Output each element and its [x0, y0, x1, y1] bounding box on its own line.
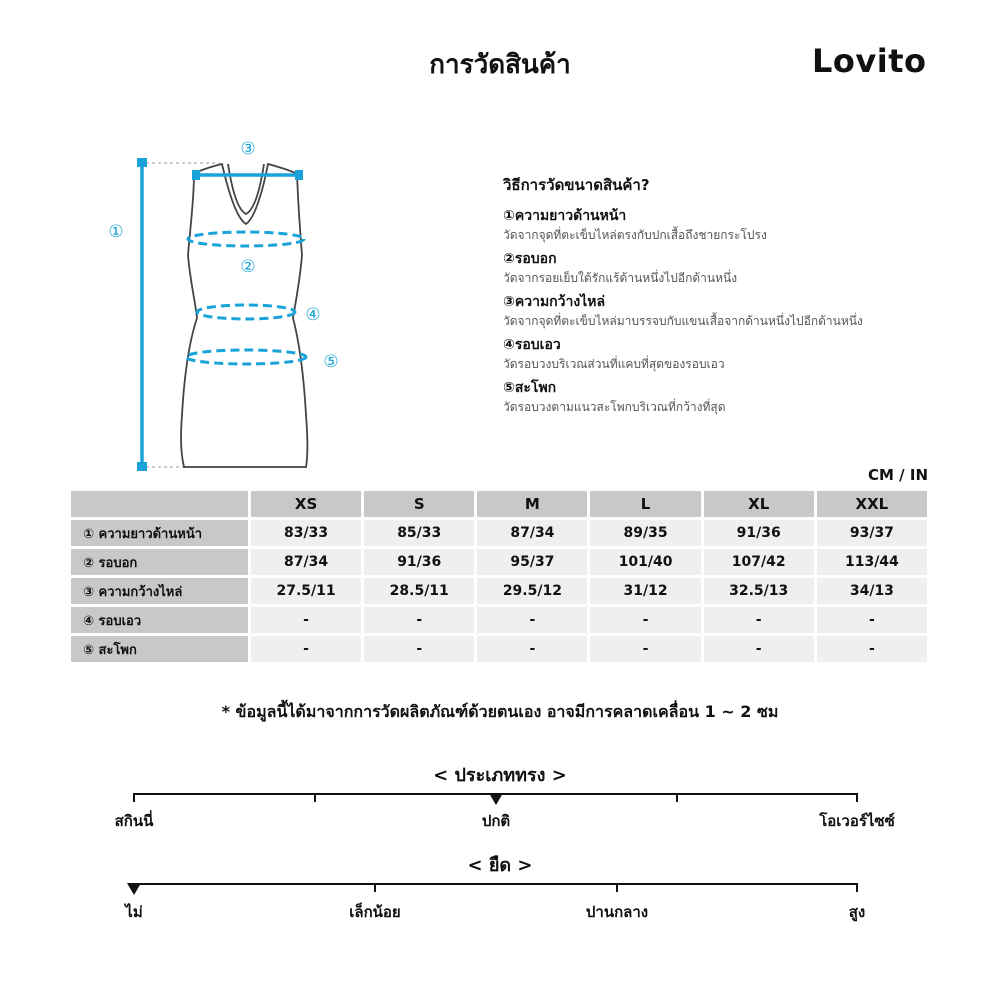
size-table — [68, 488, 930, 665]
bust-line — [188, 232, 304, 246]
table-cell: 27.5/11 — [251, 578, 361, 604]
marker-shoulder: ③ — [240, 139, 256, 159]
row-label: ⑤ สะโพก — [71, 636, 248, 662]
table-cell: - — [251, 607, 361, 633]
stretch-label-none: ไม่ — [125, 903, 143, 921]
table-cell: - — [817, 636, 927, 662]
marker-waist: ④ — [305, 305, 321, 325]
page-title: การวัดสินค้า — [429, 50, 571, 80]
size-header: L — [590, 491, 700, 517]
hip-line — [186, 350, 306, 364]
unit-label: CM / IN — [868, 466, 928, 484]
guide-name: รอบเอว — [514, 337, 561, 353]
brand-logo: Lovito — [812, 42, 927, 80]
guide-desc: วัดจากรอยเย็บใต้รักแร้ด้านหนึ่งไปอีกด้านหนึ่ง — [503, 271, 738, 285]
row-label: ① ความยาวด้านหน้า — [71, 520, 248, 546]
table-cell: 89/35 — [590, 520, 700, 546]
stretch-label-medium: ปานกลาง — [585, 903, 649, 921]
fit-selected-marker — [489, 793, 503, 805]
row-label: ④ รอบเอว — [71, 607, 248, 633]
table-cell: 29.5/12 — [477, 578, 587, 604]
table-cell: - — [477, 636, 587, 662]
table-cell: 83/33 — [251, 520, 361, 546]
size-header: XXL — [817, 491, 927, 517]
size-header: M — [477, 491, 587, 517]
size-header: XS — [251, 491, 361, 517]
guide-desc: วัดจากจุดที่ตะเข็บไหล่ตรงกับปกเสื้อถึงชายกระโปรง — [503, 228, 767, 242]
waist-line — [197, 305, 295, 319]
table-cell: 93/37 — [817, 520, 927, 546]
guide-item — [503, 207, 983, 244]
stretch-label-high: สูง — [848, 903, 866, 921]
guide-item — [503, 293, 983, 330]
table-cell: 91/36 — [704, 520, 814, 546]
table-header-row — [71, 491, 927, 517]
table-cell: - — [590, 607, 700, 633]
dress-diagram — [100, 130, 360, 479]
table-cell: 85/33 — [364, 520, 474, 546]
table-cell: 91/36 — [364, 549, 474, 575]
marker-bust: ② — [240, 257, 256, 277]
fit-label-regular: ปกติ — [481, 812, 511, 830]
guide-desc: วัดรอบวงตามแนวสะโพกบริเวณที่กว้างที่สุด — [503, 400, 726, 414]
table-row — [71, 520, 927, 546]
table-row — [71, 549, 927, 575]
guide-num: ① — [503, 208, 515, 224]
guide-num: ④ — [503, 337, 515, 353]
fit-label-oversize: โอเวอร์ไซซ์ — [819, 812, 895, 830]
table-cell: 113/44 — [817, 549, 927, 575]
dress-illustration — [100, 130, 360, 475]
table-cell: - — [704, 607, 814, 633]
table-cell: - — [817, 607, 927, 633]
guide-name: ความกว้างไหล่ — [514, 294, 606, 310]
stretch-selected-marker — [127, 883, 141, 895]
guide-desc: วัดรอบวงบริเวณส่วนที่แคบที่สุดของรอบเอว — [503, 357, 725, 371]
stretch-label-slight: เล็กน้อย — [349, 903, 401, 921]
guide-num: ③ — [503, 294, 515, 310]
guide-desc: วัดจากจุดที่ตะเข็บไหล่มาบรรจบกับแขนเสื้อจากด้านหนึ่งไปอีกด้านหนึ่ง — [503, 314, 863, 328]
table-cell: 87/34 — [251, 549, 361, 575]
guide-item — [503, 336, 983, 373]
size-header: XL — [704, 491, 814, 517]
disclaimer-note: * ข้อมูลนี้ได้มาจากการวัดผลิตภัณฑ์ด้วยตนเอง อาจมีการคลาดเคลื่อน 1 ~ 2 ซม — [221, 702, 779, 721]
table-row — [71, 607, 927, 633]
guide-item — [503, 379, 983, 416]
table-row — [71, 636, 927, 662]
table-cell: - — [251, 636, 361, 662]
fit-scale-title: < ประเภททรง > — [433, 765, 567, 786]
table-corner — [71, 491, 248, 517]
fit-label-skinny: สกินนี่ — [114, 812, 154, 830]
table-cell: 34/13 — [817, 578, 927, 604]
guide-num: ⑤ — [503, 380, 515, 396]
table-cell: - — [590, 636, 700, 662]
guide-item — [503, 250, 983, 287]
guide-num: ② — [503, 251, 515, 267]
table-cell: - — [704, 636, 814, 662]
table-cell: 32.5/13 — [704, 578, 814, 604]
guide-name: ความยาวด้านหน้า — [514, 208, 627, 224]
guide-name: สะโพก — [514, 380, 557, 396]
row-label: ② รอบอก — [71, 549, 248, 575]
table-cell: 87/34 — [477, 520, 587, 546]
table-cell: - — [364, 607, 474, 633]
table-cell: 28.5/11 — [364, 578, 474, 604]
size-header: S — [364, 491, 474, 517]
measurement-guide — [503, 173, 983, 422]
row-label: ③ ความกว้างไหล่ — [71, 578, 248, 604]
table-cell: 31/12 — [590, 578, 700, 604]
guide-title: วิธีการวัดขนาดสินค้า? — [503, 176, 650, 194]
marker-length: ① — [108, 222, 124, 242]
guide-name: รอบอก — [514, 251, 557, 267]
table-row — [71, 578, 927, 604]
marker-hip: ⑤ — [323, 352, 339, 372]
table-cell: 101/40 — [590, 549, 700, 575]
table-cell: - — [477, 607, 587, 633]
table-cell: - — [364, 636, 474, 662]
table-cell: 95/37 — [477, 549, 587, 575]
table-cell: 107/42 — [704, 549, 814, 575]
stretch-scale-title: < ยืด > — [467, 855, 533, 876]
